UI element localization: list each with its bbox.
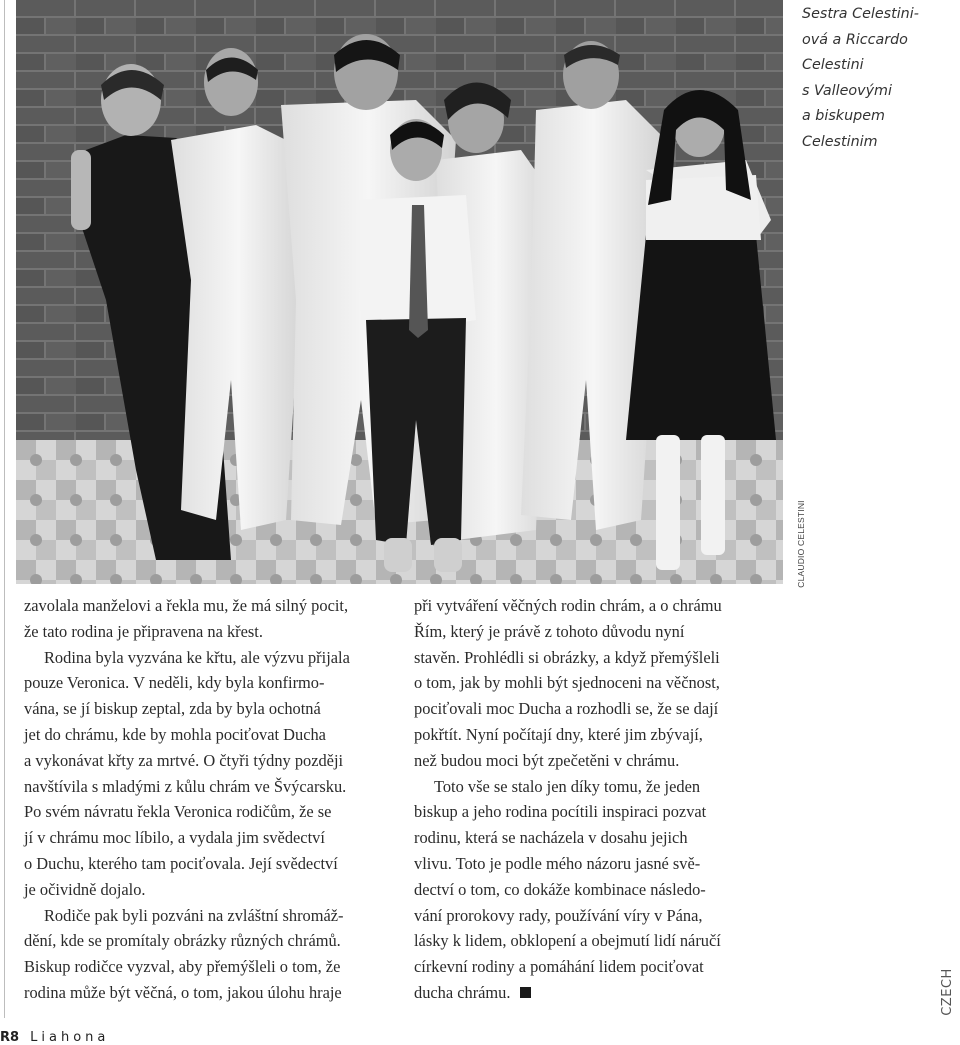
caption-line: Celestini: [802, 57, 864, 73]
text-line-content: stavěn. Prohlédli si obrázky, a když přemýšleli: [414, 647, 720, 667]
text-line: [24, 774, 396, 800]
text-line-content: lásky k lidem, obklopení a obejmutí lidí náručí: [414, 931, 721, 951]
text-line: [414, 903, 786, 929]
caption-line: a biskupem: [802, 108, 885, 124]
text-line: [24, 903, 396, 929]
text-line-content: Po svém návratu řekla Veronica rodičům, že se: [24, 802, 332, 822]
text-line: [414, 928, 786, 954]
section-label: CZECH: [940, 968, 955, 1016]
text-line: [24, 799, 396, 825]
text-line-content: a vykonávat křty za mrtvé. O čtyři týdny později: [24, 750, 344, 770]
text-line-content: je očividně dojalo.: [24, 879, 146, 899]
text-line-content: jí v chrámu moc líbilo, a vydala jim svědectví: [24, 828, 325, 848]
caption-line: Celestinim: [802, 133, 878, 150]
text-line: [24, 696, 396, 722]
caption-line: Sestra Celestini-: [802, 6, 919, 22]
text-line: [24, 593, 396, 619]
text-line-content: Biskup rodičce vyzval, aby přemýšleli o tom, že: [24, 957, 341, 977]
text-line-content: pouze Veronica. V neděli, kdy byla konfirmo-: [24, 673, 325, 693]
text-line: [414, 722, 786, 748]
text-line-content: Toto vše se stalo jen díky tomu, že jeden: [434, 776, 701, 796]
end-of-article-square-icon: [520, 987, 531, 998]
text-line-content: jet do chrámu, kde by mohla pociťovat Ducha: [24, 724, 326, 744]
text-line: [414, 645, 786, 671]
text-line: [414, 851, 786, 877]
text-line-content: Řím, který je právě z tohoto důvodu nyní: [414, 621, 685, 641]
text-line-content: pokřtít. Nyní počítají dny, které jim zbývají,: [414, 724, 703, 744]
text-line: [414, 696, 786, 722]
caption-line: ová a Riccardo: [802, 31, 908, 48]
text-line-content: o tom, jak by mohli být sjednoceni na věčnost,: [414, 673, 720, 693]
text-line: [24, 877, 396, 903]
text-line-content: Rodina byla vyzvána ke křtu, ale výzvu přijala: [44, 647, 350, 667]
text-line-content: biskup a jeho rodina pocítili inspiraci pozvat: [414, 802, 707, 822]
text-line: [414, 954, 786, 980]
text-line-content: dectví o tom, co dokáže kombinace následo-: [414, 879, 706, 899]
text-line-content: dění, kde se promítaly obrázky různých chrámů.: [24, 931, 341, 951]
text-line: [414, 670, 786, 696]
text-line: [414, 774, 786, 800]
text-line: [24, 748, 396, 774]
page-edge-rule: [4, 0, 5, 1018]
text-line-content: vání prorokovy rady, používání víry v Pána,: [414, 905, 703, 925]
text-line-content: Rodiče pak byli pozváni na zvláštní shromáž-: [44, 905, 344, 925]
text-line: [414, 593, 786, 619]
text-line: [24, 980, 396, 1006]
text-line: [24, 954, 396, 980]
text-line: [24, 851, 396, 877]
text-line: [414, 877, 786, 903]
article-column-right: [414, 593, 786, 1006]
text-line: [24, 670, 396, 696]
text-line-content: rodina může být věčná, o tom, jakou úlohu hraje: [24, 982, 342, 1002]
text-line: [24, 928, 396, 954]
text-line-content: ducha chrámu.: [414, 982, 511, 1002]
text-line: [24, 825, 396, 851]
page-footer: [0, 1026, 110, 1045]
text-line: [24, 722, 396, 748]
magazine-name: Liahona: [30, 1030, 110, 1045]
text-line-content: při vytváření věčných rodin chrám, a o chrámu: [414, 596, 722, 615]
text-line: [414, 748, 786, 774]
article-column-left: [24, 593, 396, 1006]
text-line: [414, 619, 786, 645]
family-photo: [16, 0, 783, 584]
text-line-content: vlivu. Toto je podle mého názoru jasné svě-: [414, 853, 701, 873]
text-line: [414, 799, 786, 825]
text-line-content: vána, se jí biskup zeptal, zda by byla ochotná: [24, 699, 321, 719]
text-line-content: zavolala manželovi a řekla mu, že má silný pocit,: [24, 596, 349, 615]
text-line-content: o Duchu, kterého tam pociťovala. Její svědectví: [24, 853, 338, 873]
photo-caption: [802, 2, 952, 155]
text-line-content: navštívila s mladými z kůlu chrám ve Švýcarsku.: [24, 776, 347, 796]
text-line: [24, 619, 396, 645]
caption-line: s Valleovými: [802, 82, 892, 99]
text-line: [414, 980, 786, 1006]
photo-credit: CLAUDIO CELESTINI: [796, 500, 806, 588]
text-line-content: církevní rodiny a pomáhání lidem pociťovat: [414, 957, 704, 977]
text-line: [24, 645, 396, 671]
text-line-content: že tato rodina je připravena na křest.: [24, 621, 263, 641]
text-line-content: než budou moci být zpečetěni v chrámu.: [414, 750, 680, 770]
page-number: R8: [0, 1030, 20, 1045]
text-line-content: pociťovali moc Ducha a rozhodli se, že se dají: [414, 699, 719, 719]
text-line: [414, 825, 786, 851]
text-line-content: rodinu, která se nacházela v dosahu jejich: [414, 828, 688, 848]
